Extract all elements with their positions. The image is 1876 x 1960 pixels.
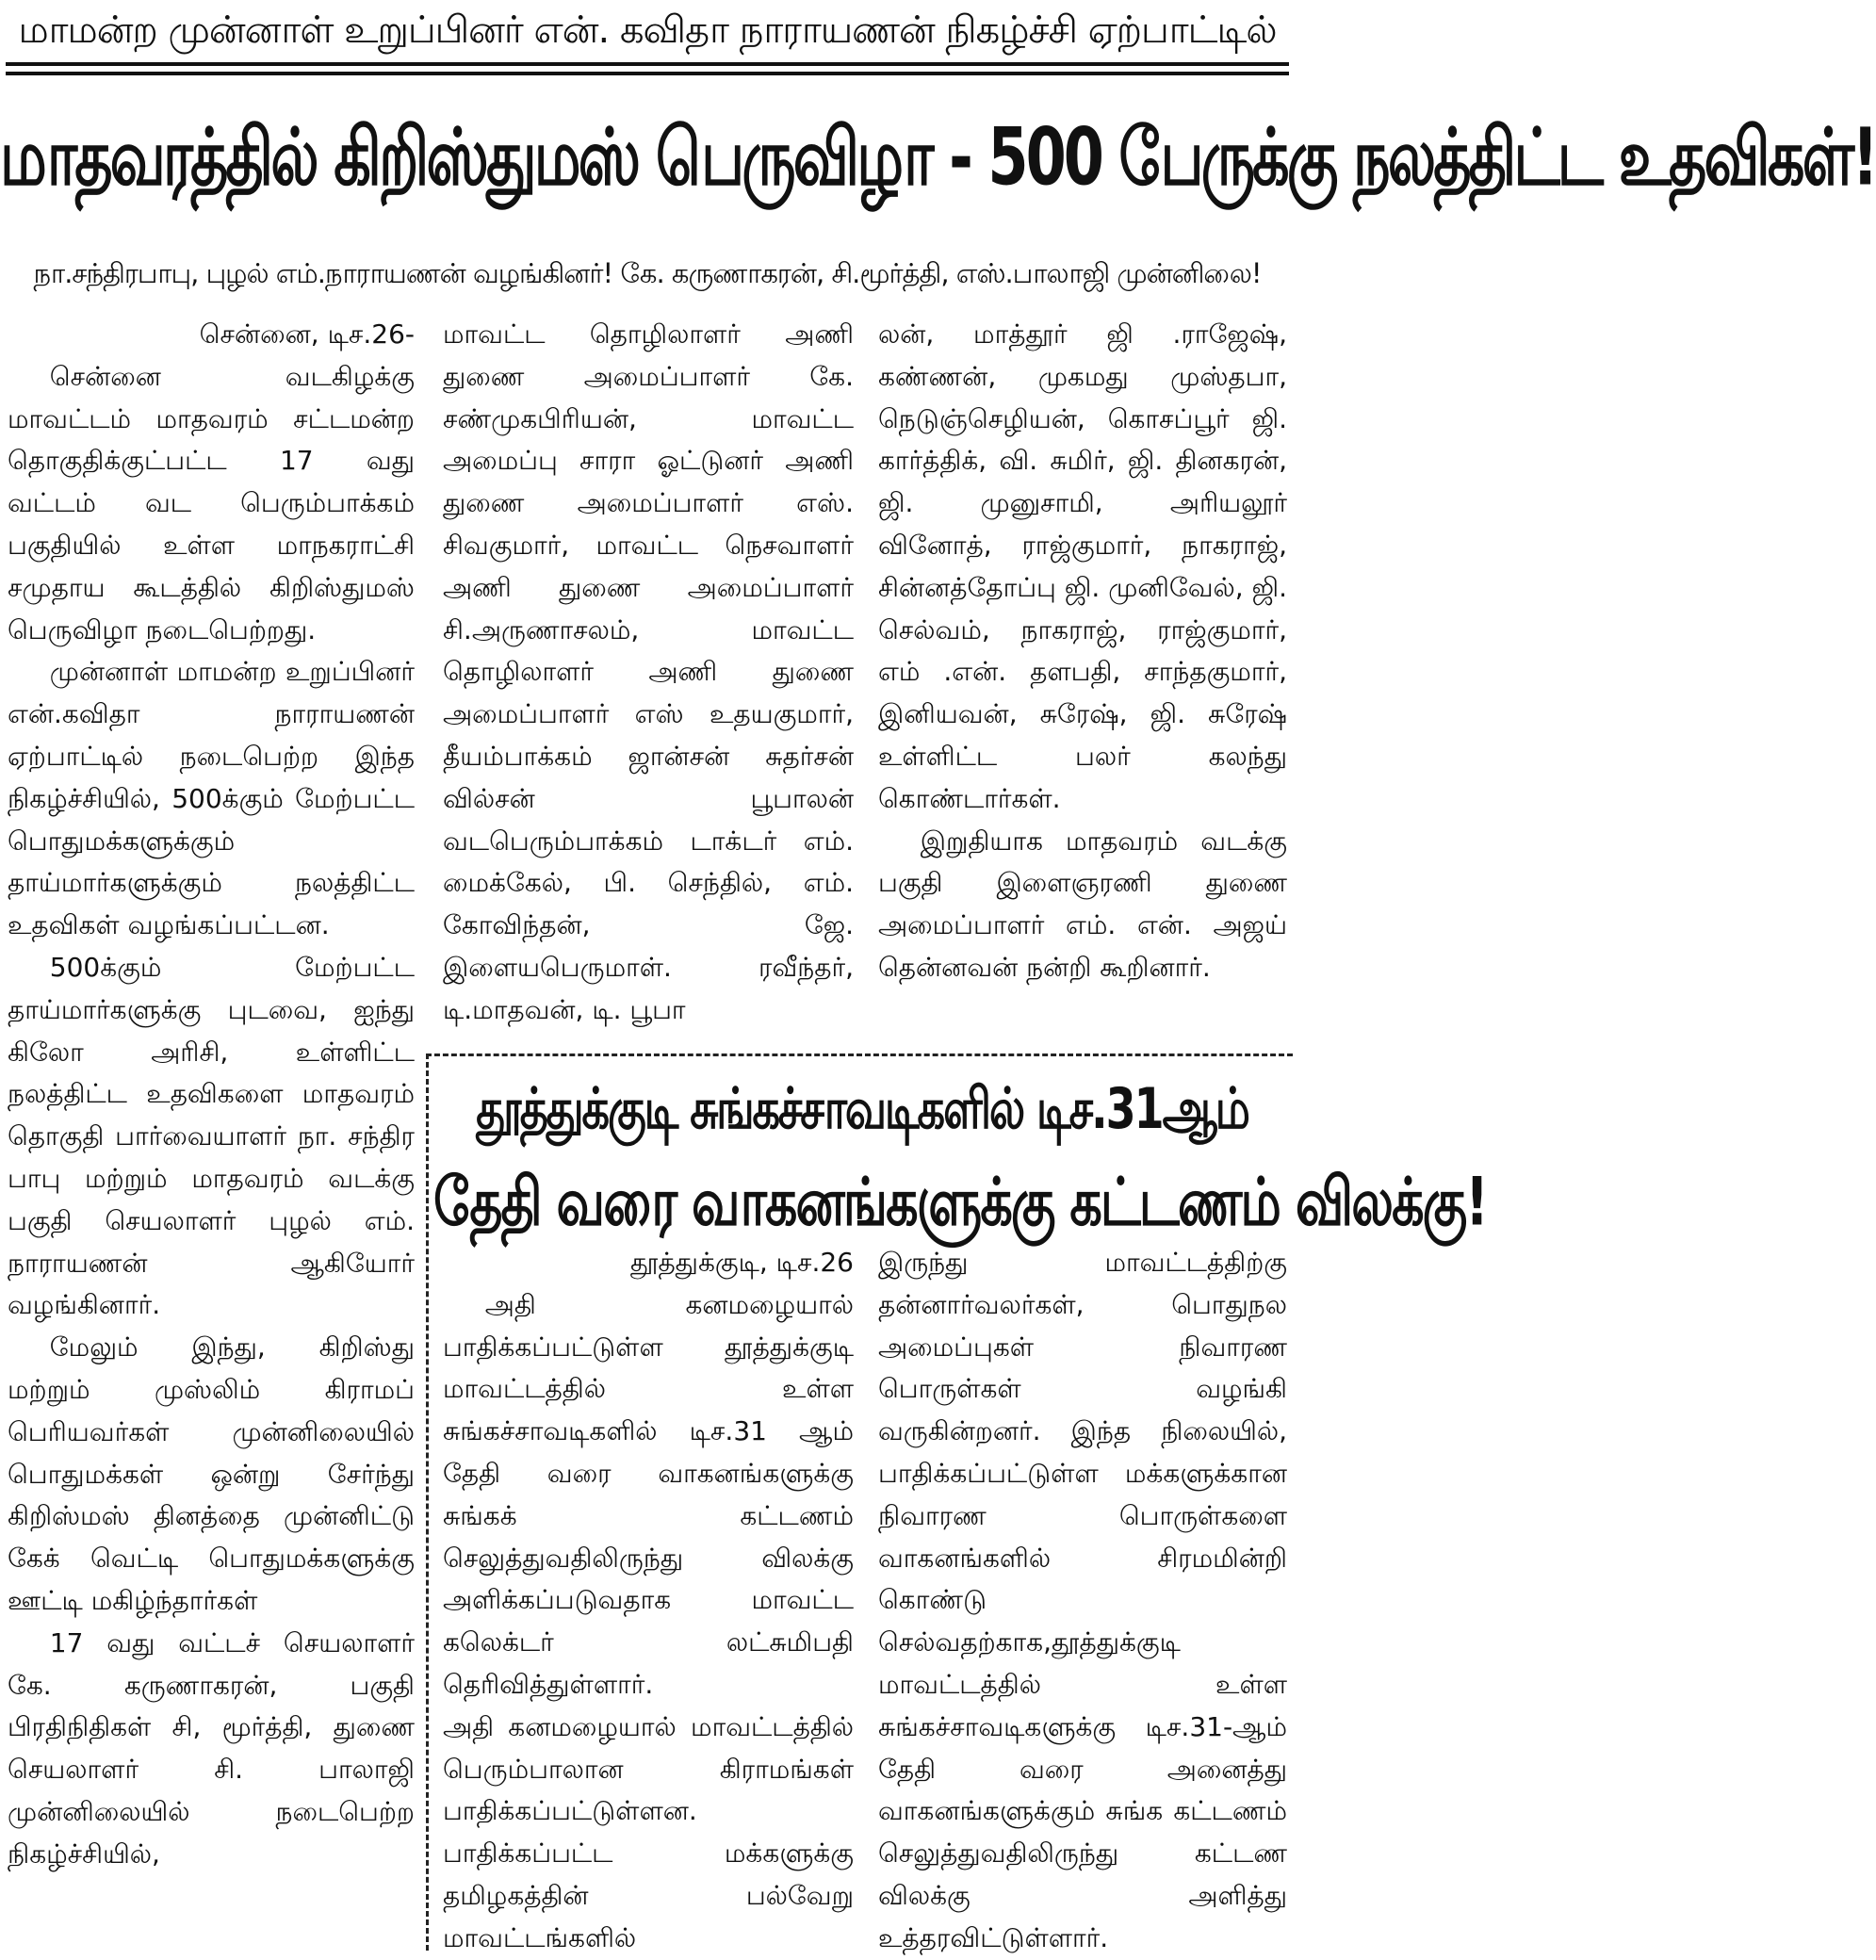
story1-col2-para-1: மாவட்ட தொழிலாளர் அணி துணை அமைப்பாளர் கே. சண்முகபிரியன், மாவட்ட அமைப்பு சாரா ஓட்டுனர் அணி துணை அமைப்பாளர் எஸ். சிவகுமார், மாவட்ட நெசவாளர் அணி துணை அமைப்பாளர் சி.அருணாசலம், மாவட்ட தொழிலாளர் அணி துணை அமைப்பாளர் எஸ் உதயகுமார், தீயம்பாக்கம் ஜான்சன் சுதர்சன் வில்சன் பூபாலன் வடபெரும்பாக்கம் டாக்டர் எம். மைக்கேல், பி. செந்தில், எம். கோவிந்தன், ஜே. இளையபெருமாள். ரவீந்தர், டி.மாதவன், டி. பூபா bbox=[443, 318, 854, 1025]
kicker-line: மாமன்ற முன்னாள் உறுப்பினர் என். கவிதா நாராயணன் நிகழ்ச்சி ஏற்பாட்டில் bbox=[18, 8, 1277, 52]
story1-dateline: சென்னை, டிச.26- bbox=[199, 318, 415, 350]
story1-col1-para-2: முன்னாள் மாமன்ற உறுப்பினர் என்.கவிதா நாராயணன் ஏற்பாட்டில் நடைபெற்ற இந்த நிகழ்ச்சியில், 500க்கும் மேற்பட்ட பொதுமக்களுக்கும் தாய்மார்களுக்கும் நலத்திட்ட உதவிகள் வழங்கப்பட்டன. bbox=[8, 656, 415, 941]
story1-column-3 bbox=[878, 314, 1287, 1034]
story1-col3-para-2: இறுதியாக மாதவரம் வடக்கு பகுதி இளைஞரணி துணை அமைப்பாளர் எம். என். அஜய் தென்னவன் நன்றி கூறினார். bbox=[878, 825, 1287, 983]
story2-col2-para-1: இருந்து மாவட்டத்திற்கு தன்னார்வலர்கள், பொதுநல அமைப்புகள் நிவாரண பொருள்கள் வழங்கி வருகின்றனர். இந்த நிலையில், பாதிக்கப்பட்டுள்ள மக்களுக்கான நிவாரண பொருள்களை வாகனங்களில் சிரமமின்றி கொண்டு செல்வதற்காக,தூத்துக்குடி மாவட்டத்தில் உள்ள சுங்கச்சாவடிகளுக்கு டிச.31-ஆம் தேதி வரை அனைத்து வாகனங்களுக்கும் சுங்க கட்டணம் செலுத்துவதிலிருந்து கட்டண விலக்கு அளித்து உத்தரவிட்டுள்ளார். bbox=[878, 1247, 1287, 1953]
top-rule bbox=[6, 62, 1289, 66]
story2-left-border bbox=[426, 1054, 429, 1951]
story1-column-1 bbox=[8, 314, 415, 1951]
story1-col1-para-4: மேலும் இந்து, கிறிஸ்து மற்றும் முஸ்லிம் கிராமப் பெரியவர்கள் முன்னிலையில் பொதுமக்கள் ஒன்று சேர்ந்து கிறிஸ்மஸ் தினத்தை முன்னிட்டு கேக் வெட்டி பொதுமக்களுக்கு ஊட்டி மகிழ்ந்தார்கள் bbox=[8, 1331, 415, 1616]
story1-col1-para-3: 500க்கும் மேற்பட்ட தாய்மார்களுக்கு புடவை, ஐந்து கிலோ அரிசி, உள்ளிட்ட நலத்திட்ட உதவிகளை மாதவரம் தொகுதி பார்வையாளர் நா. சந்திர பாபு மற்றும் மாதவரம் வடக்கு பகுதி செயலாளர் புழல் எம். நாராயணன் ஆகியோர் வழங்கினார். bbox=[8, 951, 415, 1321]
story1-col1-para-5: 17 வது வட்டச் செயலாளர் கே. கருணாகரன், பகுதி பிரதிநிதிகள் சி, மூர்த்தி, துணை செயலாளர் சி. பாலாஜி முன்னிலையில் நடைபெற்ற நிகழ்ச்சியில், bbox=[8, 1626, 415, 1870]
story1-col3-para-1: லன், மாத்தூர் ஜி .ராஜேஷ், கண்ணன், முகமது முஸ்தபா, நெடுஞ்செழியன், கொசப்பூர் ஜி. கார்த்திக், வி. சுமிர், ஜி. தினகரன், ஜி. முனுசாமி, அரியலூர் வினோத், ராஜ்குமார், நாகராஜ், சின்னத்தோப்பு ஜி. முனிவேல், ஜி. செல்வம், நாகராஜ், ராஜ்குமார், எம் .என். தளபதி, சாந்தகுமார், இனியவன், சுரேஷ், ஜி. சுரேஷ் உள்ளிட்ட பலர் கலந்து கொண்டார்கள். bbox=[878, 318, 1287, 814]
story2-col1-para-1: அதி கனமழையால் பாதிக்கப்பட்டுள்ள தூத்துக்குடி மாவட்டத்தில் உள்ள சுங்கச்சாவடிகளில் டிச.31 ஆம் தேதி வரை வாகனங்களுக்கு சுங்கக் கட்டணம் செலுத்துவதிலிருந்து விலக்கு அளிக்கப்படுவதாக மாவட்ட கலெக்டர் லட்சுமிபதி தெரிவித்துள்ளார். bbox=[443, 1288, 854, 1700]
story2-column-1 bbox=[443, 1242, 854, 1951]
story2-dateline: தூத்துக்குடி, டிச.26 bbox=[629, 1247, 854, 1278]
story1-col1-para-1: சென்னை வடகிழக்கு மாவட்டம் மாதவரம் சட்டமன்ற தொகுதிக்குட்பட்ட 17 வது வட்டம் வட பெரும்பாக்கம் பகுதியில் உள்ள மாநகராட்சி சமுதாய கூடத்தில் கிறிஸ்துமஸ் பெருவிழா நடைபெற்றது. bbox=[8, 360, 415, 645]
story2-headline-line-1: தூத்துக்குடி சுங்கச்சாவடிகளில் டிச.31ஆம் bbox=[476, 1074, 1248, 1142]
story2-column-2 bbox=[878, 1242, 1287, 1951]
story1-column-2 bbox=[443, 314, 854, 1034]
headline-rule bbox=[6, 72, 1289, 75]
story2-col1-para-2: அதி கனமழையால் மாவட்டத்தில் பெரும்பாலான கிராமங்கள் பாதிக்கப்பட்டுள்ளன. பாதிக்கப்பட்ட மக்களுக்கு தமிழகத்தின் பல்வேறு மாவட்டங்களில் bbox=[443, 1710, 854, 1953]
main-headline: மாதவரத்தில் கிறிஸ்துமஸ் பெருவிழா - 500 பேருக்கு நலத்திட்ட உதவிகள்! bbox=[0, 110, 1876, 204]
story2-headline-line-2: தேதி வரை வாகனங்களுக்கு கட்டணம் விலக்கு! bbox=[433, 1163, 1487, 1241]
subheadline: நா.சந்திரபாபு, புழல் எம்.நாராயணன் வழங்கினர்! கே. கருணாகரன், சி.மூர்த்தி, எஸ்.பாலாஜி முன்னிலை! bbox=[33, 257, 1262, 289]
